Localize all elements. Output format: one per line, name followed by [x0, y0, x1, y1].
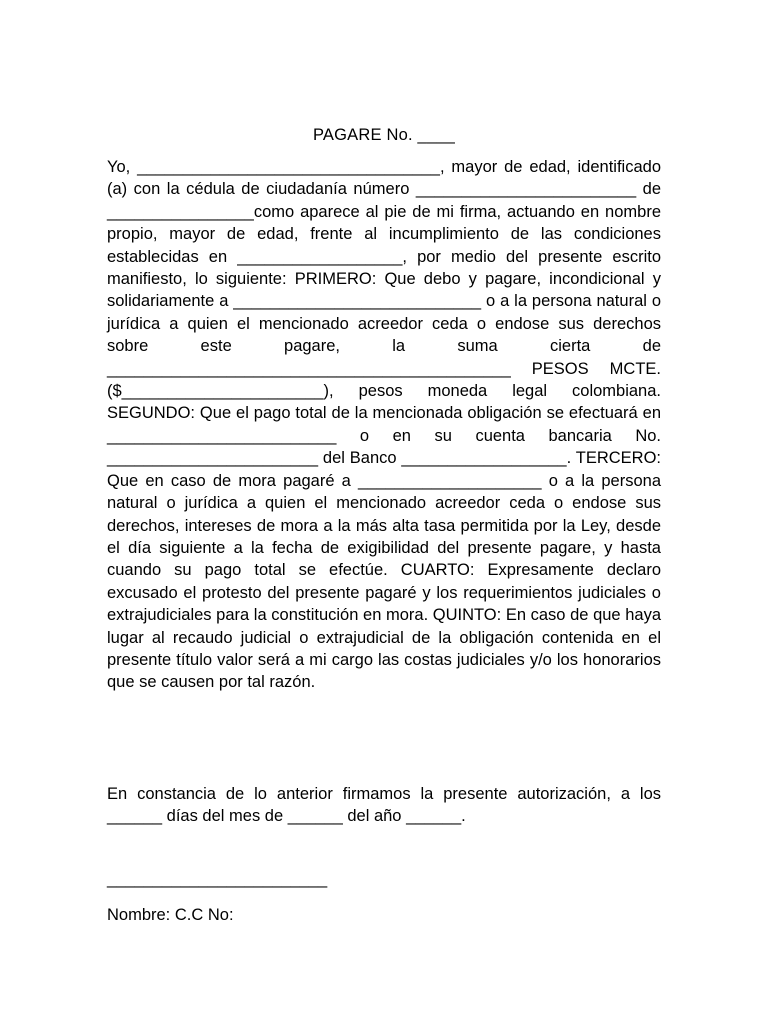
signature-line: ________________________ — [107, 870, 328, 888]
signature-label: Nombre: C.C No: — [107, 906, 234, 924]
document-title: PAGARE No. ____ — [312, 126, 456, 144]
closing-paragraph: En constancia de lo anterior firmamos la presente autorización, a los ______ días del mes de ______ del año ______. — [107, 785, 661, 826]
document-body: Yo, _________________________________, mayor de edad, identificado (a) con la cédula de ciudadanía número ________________________ de ________________como aparece al pie de mi firma, actuando en nombre propio, mayor de edad, frente al incumplimiento de las condiciones establecidas en __________________, por medio del presente escrito manifiesto, lo siguiente: PRIMERO: Que debo y pagare, incondicional y solidariamente a ___________________________ o a la persona natural o jurídica a quien el mencionado acreedor ceda o endose sus derechos sobre este pagare, la suma cierta de ____________________________________________ PESOS MCTE. ($______________________), pesos moneda legal colombiana. SEGUNDO: Que el pago total de la mencionada obligación se efectuará en _________________________ o en su cuenta bancaria No. _______________________ del Banco __________________. TERCERO: Que en caso de mora pagaré a ____________________ o a la persona natural o jurídica a quien el mencionado acreedor ceda o endose sus derechos, intereses de mora a la más alta tasa permitida por la Ley, desde el día siguiente a la fecha de exigibilidad del presente pagare, y hasta cuando su pago total se efectúe. CUARTO: Expresamente declaro excusado el protesto del presente pagaré y los requerimientos judiciales o extrajudiciales para la constitución en mora. QUINTO: En caso de que haya lugar al recaudo judicial o extrajudicial de la obligación contenida en el presente título valor será a mi cargo las costas judiciales y/o los honorarios que se causen por tal razón. — [107, 158, 661, 692]
